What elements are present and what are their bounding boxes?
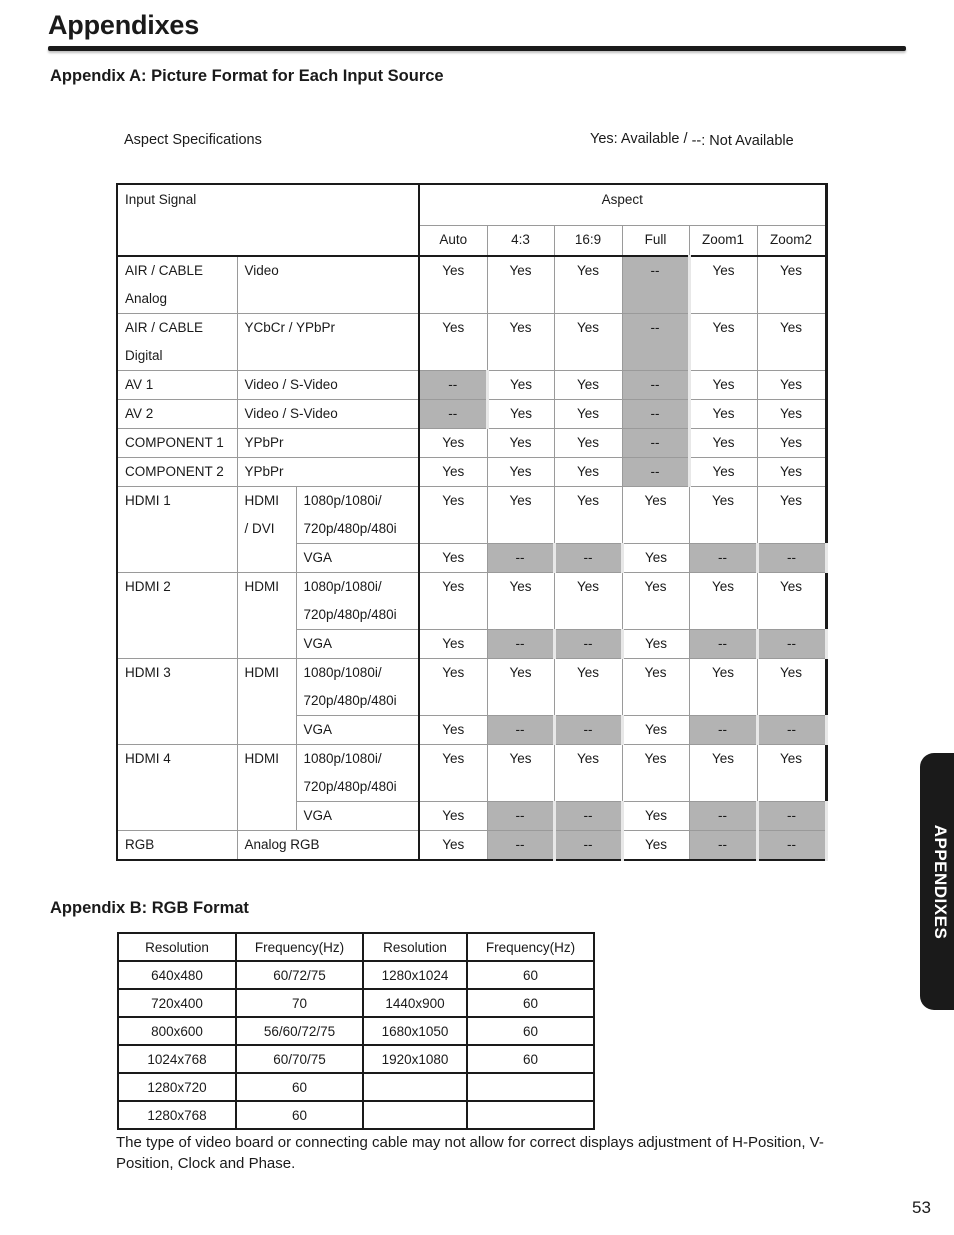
legend-no: --: Not Available [691,133,794,149]
hdmi-source-cell: HDMI 2 [117,573,237,659]
aspect-value-cell: -- [757,716,826,745]
aspect-value-cell: -- [487,831,554,861]
hdmi-type-cell: HDMI [237,573,296,659]
rgb-table-cell: 1680x1050 [363,1017,467,1045]
cell-line: / DVI [244,521,275,536]
aspect-value-cell: -- [622,400,689,429]
aspect-value-cell: Yes [757,659,826,716]
aspect-value-cell: Yes [689,400,757,429]
aspect-value-cell: Yes [487,458,554,487]
aspect-value-cell: Yes [487,256,554,314]
aspect-value-cell: Yes [622,745,689,802]
hdmi-vga-cell: VGA [296,716,419,745]
cell-line: 1080p/1080i/ [303,579,382,594]
aspect-value-cell: -- [487,630,554,659]
aspect-value-cell: Yes [554,487,622,544]
rgb-table-cell: 1024x768 [118,1045,236,1073]
aspect-value-cell: -- [554,630,622,659]
cell-line: HDMI [244,493,279,508]
rgb-table-row [118,1073,594,1101]
aspect-caption: Aspect Specifications [124,132,262,148]
aspect-value-cell: Yes [757,487,826,544]
aspect-value-cell: -- [757,831,826,861]
aspect-value-cell: Yes [419,544,487,573]
rgb-table-cell: 640x480 [118,961,236,989]
hdmi-type-cell [237,487,296,573]
aspect-value-cell: -- [554,716,622,745]
aspect-value-cell: Yes [487,400,554,429]
input-source-cell: AV 2 [117,400,237,429]
header-aspect-zoom1: Zoom1 [689,226,757,257]
aspect-value-cell: Yes [487,371,554,400]
input-row [117,371,826,400]
aspect-value-cell: Yes [554,400,622,429]
cell-line: 720p/480p/480i [303,779,397,794]
aspect-value-cell: Yes [419,458,487,487]
hdmi-type-cell: HDMI [237,745,296,831]
aspect-value-cell: Yes [487,314,554,371]
rgb-table-cell: 800x600 [118,1017,236,1045]
rgb-table-cell: 1920x1080 [363,1045,467,1073]
input-source-cell: COMPONENT 1 [117,429,237,458]
rgb-table-cell: 60 [467,1045,594,1073]
rgb-header-cell: Resolution [363,933,467,961]
header-aspect-16-9: 16:9 [554,226,622,257]
input-source-cell: AV 1 [117,371,237,400]
aspect-value-cell: -- [622,458,689,487]
rgb-table-cell: 1280x768 [118,1101,236,1129]
cell-line: 720p/480p/480i [303,607,397,622]
input-row [117,458,826,487]
page-number: 53 [912,1198,931,1217]
rgb-table-cell: 60 [467,989,594,1017]
rgb-table-row [118,961,594,989]
aspect-value-cell: Yes [487,745,554,802]
aspect-value-cell: Yes [419,630,487,659]
aspect-value-cell: Yes [419,802,487,831]
aspect-value-cell: Yes [689,371,757,400]
hdmi-row [117,487,826,544]
input-source-cell: COMPONENT 2 [117,458,237,487]
rgb-table-cell [363,1073,467,1101]
aspect-value-cell: Yes [554,458,622,487]
aspect-value-cell: Yes [757,429,826,458]
aspect-value-cell: -- [487,802,554,831]
legend-yes: Yes: Available / [590,131,688,147]
input-signal-cell: Analog RGB [237,831,419,861]
input-signal-cell: Video / S-Video [237,400,419,429]
aspect-value-cell: Yes [622,487,689,544]
aspect-value-cell: -- [622,314,689,371]
aspect-value-cell: Yes [689,659,757,716]
input-signal-cell: Video / S-Video [237,371,419,400]
hdmi-format-cell [296,573,419,630]
input-row [117,314,826,371]
header-aspect-zoom2: Zoom2 [757,226,826,257]
input-signal-cell: YCbCr / YPbPr [237,314,419,371]
aspect-value-cell: Yes [419,659,487,716]
aspect-value-cell: -- [757,630,826,659]
hdmi-source-cell: HDMI 1 [117,487,237,573]
aspect-value-cell: Yes [487,573,554,630]
aspect-value-cell: Yes [554,314,622,371]
side-tab-appendixes [920,753,954,1010]
rgb-input-row [117,831,826,861]
hdmi-type-cell: HDMI [237,659,296,745]
aspect-value-cell: Yes [757,458,826,487]
rgb-note: The type of video board or connecting cable may not allow for correct displays adjustment of H-Position, V-Position, Clock and Phase. [116,1134,824,1172]
hdmi-format-cell [296,659,419,716]
input-signal-cell: YPbPr [237,429,419,458]
aspect-value-cell: Yes [554,573,622,630]
aspect-value-cell: -- [554,831,622,861]
aspect-value-cell: Yes [757,256,826,314]
rgb-table-cell: 60/72/75 [236,961,363,989]
cell-line: 1080p/1080i/ [303,493,382,508]
rgb-table-row [118,1101,594,1129]
aspect-value-cell: Yes [554,256,622,314]
aspect-value-cell: -- [757,544,826,573]
aspect-value-cell: Yes [757,745,826,802]
rgb-table-row [118,1017,594,1045]
aspect-value-cell: -- [419,400,487,429]
aspect-value-cell: -- [757,802,826,831]
rgb-table-cell: 1440x900 [363,989,467,1017]
header-input-signal: Input Signal [117,184,419,256]
input-source-cell [117,256,237,314]
rgb-table-cell: 60 [236,1073,363,1101]
hdmi-row [117,745,826,802]
rgb-table-cell: 1280x1024 [363,961,467,989]
rgb-format-table [117,932,595,1130]
aspect-value-cell: Yes [487,429,554,458]
aspect-value-cell: Yes [419,429,487,458]
hdmi-vga-cell: VGA [296,544,419,573]
header-aspect-auto: Auto [419,226,487,257]
input-row [117,256,826,314]
hdmi-source-cell: HDMI 4 [117,745,237,831]
aspect-value-cell: -- [487,716,554,745]
rgb-table-cell: 56/60/72/75 [236,1017,363,1045]
aspect-value-cell: -- [622,256,689,314]
aspect-table [116,183,828,861]
aspect-value-cell: Yes [419,716,487,745]
rgb-header-row [118,933,594,961]
aspect-value-cell: Yes [419,831,487,861]
input-signal-cell: YPbPr [237,458,419,487]
rgb-table-cell: 70 [236,989,363,1017]
aspect-value-cell: Yes [622,659,689,716]
rgb-table-cell: 720x400 [118,989,236,1017]
rgb-table-cell: 60 [236,1101,363,1129]
aspect-value-cell: Yes [622,802,689,831]
aspect-value-cell: -- [554,544,622,573]
rgb-table-row [118,989,594,1017]
aspect-value-cell: -- [689,831,757,861]
aspect-value-cell: Yes [487,487,554,544]
input-source-cell: RGB [117,831,237,861]
input-row [117,400,826,429]
rgb-table-cell: 1280x720 [118,1073,236,1101]
rgb-table-cell: 60/70/75 [236,1045,363,1073]
aspect-value-cell: -- [554,802,622,831]
title-rule [48,46,906,51]
aspect-value-cell: -- [622,371,689,400]
legend [590,131,794,147]
hdmi-source-cell: HDMI 3 [117,659,237,745]
rgb-table-cell [467,1073,594,1101]
input-signal-cell: Video [237,256,419,314]
aspect-value-cell: Yes [554,659,622,716]
rgb-table-cell: 60 [467,961,594,989]
aspect-value-cell: Yes [757,371,826,400]
aspect-value-cell: Yes [622,544,689,573]
cell-line: 1080p/1080i/ [303,665,382,680]
aspect-value-cell: Yes [689,487,757,544]
aspect-value-cell: Yes [554,429,622,458]
hdmi-vga-cell: VGA [296,802,419,831]
aspect-value-cell: -- [689,802,757,831]
cell-line: AIR / CABLE [125,263,204,278]
aspect-value-cell: Yes [622,831,689,861]
aspect-value-cell: Yes [622,716,689,745]
hdmi-format-cell [296,487,419,544]
aspect-value-cell: Yes [689,458,757,487]
aspect-value-cell: Yes [554,745,622,802]
aspect-value-cell: Yes [622,573,689,630]
rgb-table-row [118,1045,594,1073]
rgb-header-cell: Frequency(Hz) [236,933,363,961]
input-source-cell [117,314,237,371]
appendix-b-heading: Appendix B: RGB Format [50,899,249,917]
rgb-header-cell: Frequency(Hz) [467,933,594,961]
input-row [117,429,826,458]
aspect-value-cell: Yes [689,256,757,314]
aspect-value-cell: Yes [554,371,622,400]
aspect-value-cell: Yes [487,659,554,716]
aspect-value-cell: -- [487,544,554,573]
aspect-value-cell: Yes [757,400,826,429]
header-aspect: Aspect [419,184,826,226]
hdmi-format-cell [296,745,419,802]
cell-line: 720p/480p/480i [303,521,397,536]
cell-line: AIR / CABLE [125,320,204,335]
aspect-value-cell: Yes [689,745,757,802]
aspect-value-cell: -- [689,544,757,573]
cell-line: 720p/480p/480i [303,693,397,708]
aspect-value-cell: Yes [419,314,487,371]
aspect-value-cell: Yes [689,314,757,371]
header-aspect-4-3: 4:3 [487,226,554,257]
hdmi-vga-cell: VGA [296,630,419,659]
aspect-value-cell: -- [689,716,757,745]
aspect-value-cell: Yes [622,630,689,659]
side-tab-label: APPENDIXES [931,824,950,939]
hdmi-row [117,573,826,630]
header-aspect-full: Full [622,226,689,257]
aspect-value-cell: Yes [419,256,487,314]
aspect-value-cell: Yes [419,487,487,544]
aspect-value-cell: Yes [757,314,826,371]
rgb-table-cell [467,1101,594,1129]
aspect-value-cell: Yes [689,573,757,630]
aspect-value-cell: -- [622,429,689,458]
appendix-a-heading: Appendix A: Picture Format for Each Input Source [50,67,444,85]
aspect-value-cell: Yes [689,429,757,458]
aspect-value-cell: Yes [757,573,826,630]
rgb-header-cell: Resolution [118,933,236,961]
hdmi-row [117,659,826,716]
aspect-value-cell: Yes [419,573,487,630]
cell-line: Analog [125,291,168,306]
rgb-table-cell: 60 [467,1017,594,1045]
cell-line: Digital [125,348,163,363]
aspect-value-cell: -- [689,630,757,659]
rgb-table-cell [363,1101,467,1129]
aspect-value-cell: Yes [419,745,487,802]
page-title: Appendixes [48,10,200,40]
cell-line: 1080p/1080i/ [303,751,382,766]
aspect-value-cell: -- [419,371,487,400]
